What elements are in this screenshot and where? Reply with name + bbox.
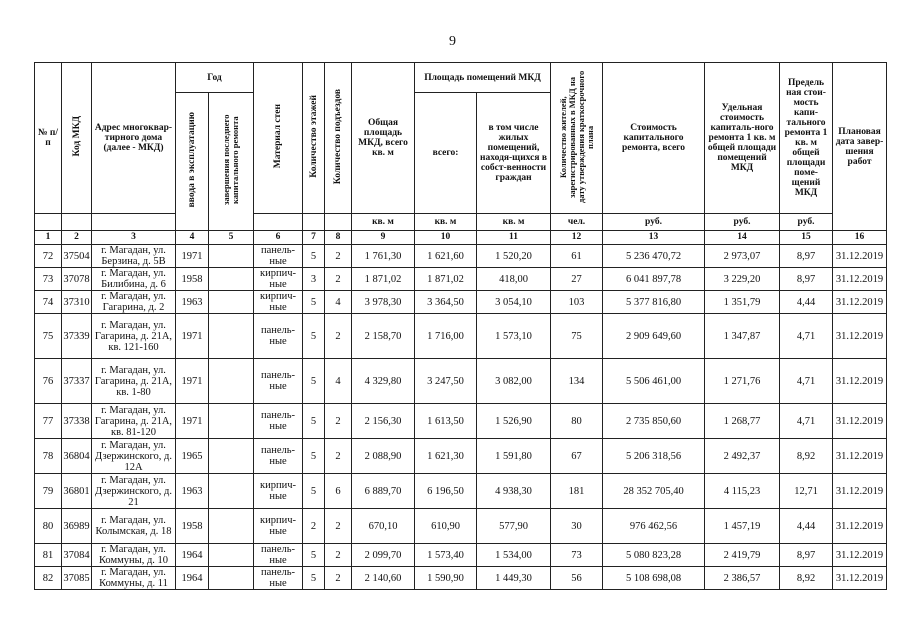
row-total-area: 3 978,30 bbox=[352, 291, 415, 314]
column-number: 5 bbox=[209, 231, 254, 245]
units-unit-cost: руб. bbox=[705, 214, 780, 231]
row-area-living: 418,00 bbox=[477, 268, 551, 291]
row-plan-date: 31.12.2019 bbox=[833, 404, 887, 439]
row-year-built: 1958 bbox=[176, 509, 209, 544]
row-number: 72 bbox=[35, 245, 62, 268]
row-total-area: 670,10 bbox=[352, 509, 415, 544]
header-residents: Количество жителей, зарегистрированных в МКД на дату утверждения краткосрочного плана bbox=[551, 63, 603, 214]
row-code: 37078 bbox=[62, 268, 92, 291]
row-limit-cost: 8,92 bbox=[780, 567, 833, 590]
row-wall-material: панель-ные bbox=[254, 567, 303, 590]
row-area-all: 3 364,50 bbox=[415, 291, 477, 314]
row-year-built: 1971 bbox=[176, 404, 209, 439]
header-limit-cost: Предель ная стои-мость капи-тального ремонта 1 кв. м общей площади поме-щений МКД bbox=[780, 63, 833, 214]
row-year-repair bbox=[209, 359, 254, 404]
row-area-all: 1 573,40 bbox=[415, 544, 477, 567]
row-repair-cost: 5 377 816,80 bbox=[603, 291, 705, 314]
units-area-living: кв. м bbox=[477, 214, 551, 231]
row-wall-material: кирпич-ные bbox=[254, 474, 303, 509]
row-address: г. Магадан, ул. Коммуны, д. 11 bbox=[92, 567, 176, 590]
row-plan-date: 31.12.2019 bbox=[833, 544, 887, 567]
row-limit-cost: 4,44 bbox=[780, 509, 833, 544]
row-entrances: 2 bbox=[325, 544, 352, 567]
row-repair-cost: 6 041 897,78 bbox=[603, 268, 705, 291]
row-area-living: 4 938,30 bbox=[477, 474, 551, 509]
row-year-built: 1964 bbox=[176, 567, 209, 590]
row-floors: 5 bbox=[303, 314, 325, 359]
row-number: 80 bbox=[35, 509, 62, 544]
row-limit-cost: 8,97 bbox=[780, 544, 833, 567]
row-entrances: 2 bbox=[325, 567, 352, 590]
header-floors: Количество этажей bbox=[303, 63, 325, 214]
column-number: 2 bbox=[62, 231, 92, 245]
header-area-all: всего: bbox=[415, 93, 477, 214]
row-address: г. Магадан, ул. Колымская, д. 18 bbox=[92, 509, 176, 544]
row-total-area: 2 158,70 bbox=[352, 314, 415, 359]
row-number: 74 bbox=[35, 291, 62, 314]
table-row bbox=[35, 314, 887, 359]
units-empty-2 bbox=[62, 214, 92, 231]
row-residents: 67 bbox=[551, 439, 603, 474]
row-wall-material: панель-ные bbox=[254, 314, 303, 359]
row-code: 36801 bbox=[62, 474, 92, 509]
row-year-repair bbox=[209, 567, 254, 590]
row-address: г. Магадан, ул. Дзержинского, д. 21 bbox=[92, 474, 176, 509]
header-plan-date: Плановая дата завер-шения работ bbox=[833, 63, 887, 231]
row-total-area: 2 099,70 bbox=[352, 544, 415, 567]
row-year-repair bbox=[209, 474, 254, 509]
row-year-built: 1963 bbox=[176, 291, 209, 314]
column-number-row bbox=[35, 231, 887, 245]
column-number: 15 bbox=[780, 231, 833, 245]
row-year-repair bbox=[209, 404, 254, 439]
row-unit-cost: 2 386,57 bbox=[705, 567, 780, 590]
row-number: 73 bbox=[35, 268, 62, 291]
row-year-built: 1971 bbox=[176, 245, 209, 268]
row-residents: 30 bbox=[551, 509, 603, 544]
row-area-all: 610,90 bbox=[415, 509, 477, 544]
row-total-area: 4 329,80 bbox=[352, 359, 415, 404]
row-limit-cost: 12,71 bbox=[780, 474, 833, 509]
row-area-living: 1 520,20 bbox=[477, 245, 551, 268]
units-area-all: кв. м bbox=[415, 214, 477, 231]
header-repair-cost: Стоимость капитального ремонта, всего bbox=[603, 63, 705, 214]
row-entrances: 2 bbox=[325, 404, 352, 439]
row-year-built: 1971 bbox=[176, 314, 209, 359]
row-area-all: 1 716,00 bbox=[415, 314, 477, 359]
row-year-repair bbox=[209, 314, 254, 359]
row-unit-cost: 1 347,87 bbox=[705, 314, 780, 359]
row-area-all: 1 871,02 bbox=[415, 268, 477, 291]
row-address: г. Магадан, ул. Гагарина, д. 2 bbox=[92, 291, 176, 314]
row-area-living: 1 534,00 bbox=[477, 544, 551, 567]
row-residents: 73 bbox=[551, 544, 603, 567]
row-residents: 75 bbox=[551, 314, 603, 359]
row-unit-cost: 1 268,77 bbox=[705, 404, 780, 439]
column-number: 6 bbox=[254, 231, 303, 245]
column-number: 11 bbox=[477, 231, 551, 245]
row-entrances: 4 bbox=[325, 291, 352, 314]
row-year-built: 1964 bbox=[176, 544, 209, 567]
row-code: 36989 bbox=[62, 509, 92, 544]
row-address: г. Магадан, ул. Билибина, д. 6 bbox=[92, 268, 176, 291]
row-wall-material: кирпич-ные bbox=[254, 291, 303, 314]
row-floors: 3 bbox=[303, 268, 325, 291]
row-unit-cost: 3 229,20 bbox=[705, 268, 780, 291]
row-limit-cost: 8,97 bbox=[780, 268, 833, 291]
row-code: 37085 bbox=[62, 567, 92, 590]
header-area-group: Площадь помещений МКД bbox=[415, 63, 551, 93]
row-residents: 181 bbox=[551, 474, 603, 509]
row-number: 75 bbox=[35, 314, 62, 359]
column-number: 10 bbox=[415, 231, 477, 245]
row-floors: 5 bbox=[303, 359, 325, 404]
column-number: 16 bbox=[833, 231, 887, 245]
row-total-area: 2 088,90 bbox=[352, 439, 415, 474]
header-area-living: в том числе жилых помещений, находя-щихся в собст-венности граждан bbox=[477, 93, 551, 214]
row-limit-cost: 8,92 bbox=[780, 439, 833, 474]
row-area-living: 1 526,90 bbox=[477, 404, 551, 439]
row-address: г. Магадан, ул. Гагарина, д. 21А, кв. 81-120 bbox=[92, 404, 176, 439]
header-address: Адрес многоквар-тирного дома (далее - МКД) bbox=[92, 63, 176, 214]
row-plan-date: 31.12.2019 bbox=[833, 439, 887, 474]
row-address: г. Магадан, ул. Дзержинского, д. 12А bbox=[92, 439, 176, 474]
units-repair-cost: руб. bbox=[603, 214, 705, 231]
row-total-area: 2 156,30 bbox=[352, 404, 415, 439]
row-unit-cost: 1 351,79 bbox=[705, 291, 780, 314]
row-limit-cost: 4,44 bbox=[780, 291, 833, 314]
row-entrances: 6 bbox=[325, 474, 352, 509]
row-limit-cost: 8,97 bbox=[780, 245, 833, 268]
row-wall-material: панель-ные bbox=[254, 439, 303, 474]
row-wall-material: панель-ные bbox=[254, 359, 303, 404]
row-repair-cost: 5 108 698,08 bbox=[603, 567, 705, 590]
units-empty-8 bbox=[325, 214, 352, 231]
row-entrances: 2 bbox=[325, 245, 352, 268]
row-year-repair bbox=[209, 291, 254, 314]
column-number: 8 bbox=[325, 231, 352, 245]
row-floors: 5 bbox=[303, 439, 325, 474]
column-number: 9 bbox=[352, 231, 415, 245]
row-total-area: 6 889,70 bbox=[352, 474, 415, 509]
row-floors: 5 bbox=[303, 474, 325, 509]
capital-repair-table bbox=[34, 62, 887, 590]
row-area-living: 3 054,10 bbox=[477, 291, 551, 314]
table-row bbox=[35, 544, 887, 567]
row-wall-material: кирпич-ные bbox=[254, 509, 303, 544]
row-area-living: 1 449,30 bbox=[477, 567, 551, 590]
row-total-area: 1 871,02 bbox=[352, 268, 415, 291]
row-area-all: 3 247,50 bbox=[415, 359, 477, 404]
row-floors: 2 bbox=[303, 509, 325, 544]
row-residents: 27 bbox=[551, 268, 603, 291]
row-area-all: 1 621,60 bbox=[415, 245, 477, 268]
row-area-all: 6 196,50 bbox=[415, 474, 477, 509]
row-year-built: 1965 bbox=[176, 439, 209, 474]
row-repair-cost: 2 735 850,60 bbox=[603, 404, 705, 439]
units-total-area: кв. м bbox=[352, 214, 415, 231]
row-residents: 103 bbox=[551, 291, 603, 314]
row-residents: 80 bbox=[551, 404, 603, 439]
row-number: 81 bbox=[35, 544, 62, 567]
row-entrances: 2 bbox=[325, 439, 352, 474]
header-year-group: Год bbox=[176, 63, 254, 93]
row-floors: 5 bbox=[303, 291, 325, 314]
row-wall-material: панель-ные bbox=[254, 245, 303, 268]
column-number: 1 bbox=[35, 231, 62, 245]
row-number: 79 bbox=[35, 474, 62, 509]
column-number: 4 bbox=[176, 231, 209, 245]
header-year-built: ввода в эксплуатацию bbox=[176, 93, 209, 231]
row-repair-cost: 976 462,56 bbox=[603, 509, 705, 544]
row-residents: 134 bbox=[551, 359, 603, 404]
header-wall-material: Материал стен bbox=[254, 63, 303, 214]
units-limit-cost: руб. bbox=[780, 214, 833, 231]
row-year-repair bbox=[209, 245, 254, 268]
row-number: 78 bbox=[35, 439, 62, 474]
table-row bbox=[35, 474, 887, 509]
row-floors: 5 bbox=[303, 567, 325, 590]
row-entrances: 2 bbox=[325, 314, 352, 359]
row-year-built: 1971 bbox=[176, 359, 209, 404]
row-residents: 56 bbox=[551, 567, 603, 590]
header-unit-cost: Удельная стоимость капиталь-ного ремонта 1 кв. м общей площади помещений МКД bbox=[705, 63, 780, 214]
header-code: Код МКД bbox=[62, 63, 92, 214]
header-total-area: Общая площадь МКД, всего кв. м bbox=[352, 63, 415, 214]
row-plan-date: 31.12.2019 bbox=[833, 359, 887, 404]
table-row bbox=[35, 291, 887, 314]
column-number: 7 bbox=[303, 231, 325, 245]
row-code: 37084 bbox=[62, 544, 92, 567]
row-code: 37310 bbox=[62, 291, 92, 314]
row-unit-cost: 4 115,23 bbox=[705, 474, 780, 509]
row-code: 37339 bbox=[62, 314, 92, 359]
row-entrances: 2 bbox=[325, 509, 352, 544]
row-repair-cost: 5 080 823,28 bbox=[603, 544, 705, 567]
units-empty-3 bbox=[92, 214, 176, 231]
row-residents: 61 bbox=[551, 245, 603, 268]
row-floors: 5 bbox=[303, 245, 325, 268]
row-total-area: 1 761,30 bbox=[352, 245, 415, 268]
row-year-built: 1958 bbox=[176, 268, 209, 291]
column-number: 14 bbox=[705, 231, 780, 245]
page-number: 9 bbox=[449, 34, 456, 49]
row-repair-cost: 5 236 470,72 bbox=[603, 245, 705, 268]
table-row bbox=[35, 404, 887, 439]
row-limit-cost: 4,71 bbox=[780, 359, 833, 404]
units-empty-6 bbox=[254, 214, 303, 231]
row-year-repair bbox=[209, 268, 254, 291]
row-address: г. Магадан, ул. Гагарина, д. 21А, кв. 121-160 bbox=[92, 314, 176, 359]
row-area-living: 1 591,80 bbox=[477, 439, 551, 474]
row-repair-cost: 5 206 318,56 bbox=[603, 439, 705, 474]
row-plan-date: 31.12.2019 bbox=[833, 268, 887, 291]
row-address: г. Магадан, ул. Гагарина, д. 21А, кв. 1-80 bbox=[92, 359, 176, 404]
row-year-repair bbox=[209, 439, 254, 474]
row-code: 37504 bbox=[62, 245, 92, 268]
row-plan-date: 31.12.2019 bbox=[833, 567, 887, 590]
column-number: 3 bbox=[92, 231, 176, 245]
row-address: г. Магадан, ул. Коммуны, д. 10 bbox=[92, 544, 176, 567]
column-number: 13 bbox=[603, 231, 705, 245]
table-row bbox=[35, 509, 887, 544]
row-year-repair bbox=[209, 509, 254, 544]
row-unit-cost: 2 492,37 bbox=[705, 439, 780, 474]
table-row bbox=[35, 567, 887, 590]
header-year-repair: завершения последнего капитального ремонта bbox=[209, 93, 254, 231]
row-number: 82 bbox=[35, 567, 62, 590]
row-floors: 5 bbox=[303, 404, 325, 439]
row-plan-date: 31.12.2019 bbox=[833, 245, 887, 268]
row-area-all: 1 590,90 bbox=[415, 567, 477, 590]
header-entrances: Количество подъездов bbox=[325, 63, 352, 214]
header-number: № п/п bbox=[35, 63, 62, 214]
row-entrances: 4 bbox=[325, 359, 352, 404]
table-row bbox=[35, 439, 887, 474]
column-number: 12 bbox=[551, 231, 603, 245]
row-limit-cost: 4,71 bbox=[780, 404, 833, 439]
row-address: г. Магадан, ул. Берзина, д. 5В bbox=[92, 245, 176, 268]
row-total-area: 2 140,60 bbox=[352, 567, 415, 590]
table-row bbox=[35, 245, 887, 268]
row-area-living: 577,90 bbox=[477, 509, 551, 544]
row-plan-date: 31.12.2019 bbox=[833, 509, 887, 544]
row-number: 76 bbox=[35, 359, 62, 404]
row-floors: 5 bbox=[303, 544, 325, 567]
row-area-living: 1 573,10 bbox=[477, 314, 551, 359]
row-number: 77 bbox=[35, 404, 62, 439]
row-plan-date: 31.12.2019 bbox=[833, 474, 887, 509]
row-unit-cost: 2 973,07 bbox=[705, 245, 780, 268]
row-code: 37338 bbox=[62, 404, 92, 439]
row-entrances: 2 bbox=[325, 268, 352, 291]
row-year-repair bbox=[209, 544, 254, 567]
row-repair-cost: 5 506 461,00 bbox=[603, 359, 705, 404]
row-code: 36804 bbox=[62, 439, 92, 474]
row-area-living: 3 082,00 bbox=[477, 359, 551, 404]
row-repair-cost: 28 352 705,40 bbox=[603, 474, 705, 509]
row-unit-cost: 1 271,76 bbox=[705, 359, 780, 404]
table-row bbox=[35, 268, 887, 291]
units-empty-7 bbox=[303, 214, 325, 231]
row-plan-date: 31.12.2019 bbox=[833, 291, 887, 314]
row-limit-cost: 4,71 bbox=[780, 314, 833, 359]
row-unit-cost: 2 419,79 bbox=[705, 544, 780, 567]
row-code: 37337 bbox=[62, 359, 92, 404]
row-year-built: 1963 bbox=[176, 474, 209, 509]
row-plan-date: 31.12.2019 bbox=[833, 314, 887, 359]
units-residents: чел. bbox=[551, 214, 603, 231]
row-repair-cost: 2 909 649,60 bbox=[603, 314, 705, 359]
row-wall-material: кирпич-ные bbox=[254, 268, 303, 291]
row-area-all: 1 621,30 bbox=[415, 439, 477, 474]
row-area-all: 1 613,50 bbox=[415, 404, 477, 439]
row-unit-cost: 1 457,19 bbox=[705, 509, 780, 544]
table-row bbox=[35, 359, 887, 404]
row-wall-material: панель-ные bbox=[254, 404, 303, 439]
row-wall-material: панель-ные bbox=[254, 544, 303, 567]
units-empty-1 bbox=[35, 214, 62, 231]
